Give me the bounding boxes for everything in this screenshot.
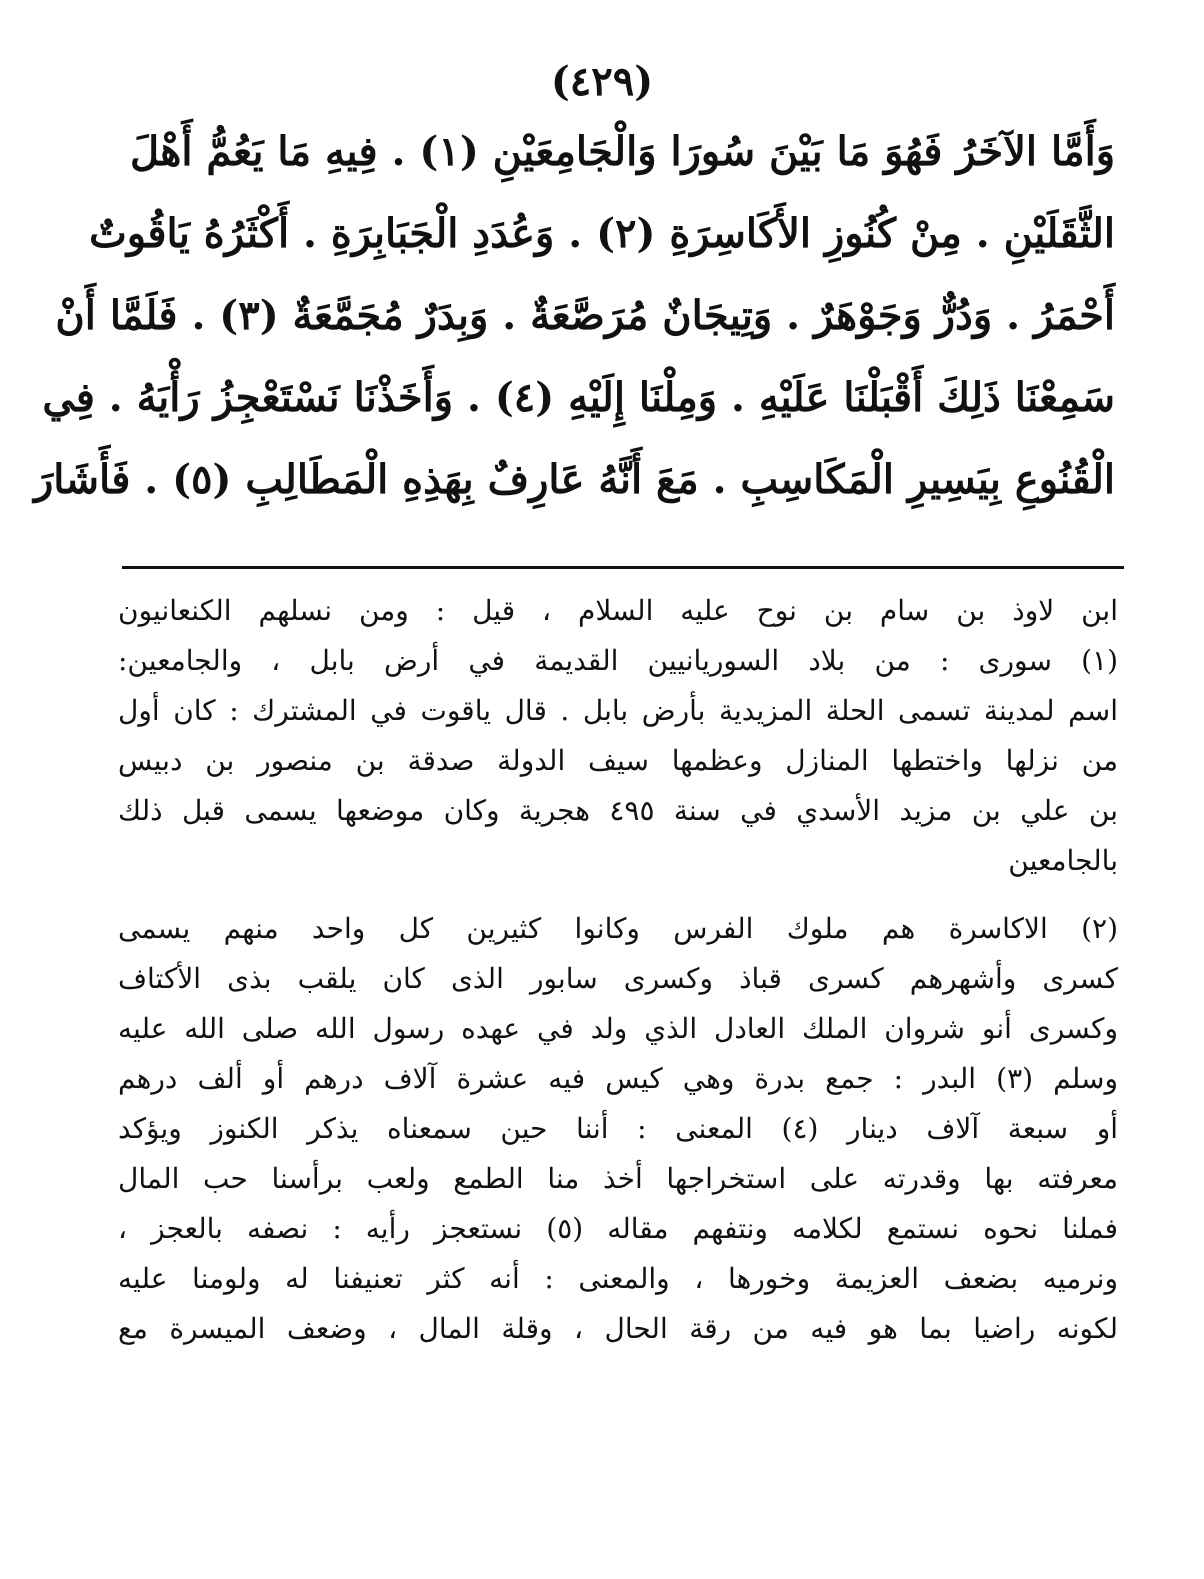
footnote-line: اسم لمدينة تسمى الحلة المزيدية بأرض بابل . قال ياقوت في المشترك : كان أول [118, 694, 1118, 727]
main-text-line: سَمِعْنَا ذَلِكَ أَقْبَلْنَا عَلَيْهِ . وَمِلْنَا إِلَيْهِ (٤) . وَأَخَذْنَا نَسْتَعْجِزُ رَأْيَهُ . فِي [42, 374, 1115, 421]
footnote-line: بالجامعين [1008, 844, 1118, 877]
footnote-line: (٢) الاكاسرة هم ملوك الفرس وكانوا كثيرين كل واحد منهم يسمى [118, 912, 1118, 945]
footnote-divider [122, 566, 1124, 569]
main-text-line: الْقُنُوعِ بِيَسِيرِ الْمَكَاسِبِ . مَعَ أَنَّهُ عَارِفٌ بِهَذِهِ الْمَطَالِبِ (٥) . فَأَشَارَ [33, 456, 1115, 503]
footnote-line: معرفته بها وقدرته على استخراجها أخذ منا الطمع ولعب برأسنا حب المال [118, 1162, 1118, 1195]
footnote-line: بن علي بن مزيد الأسدي في سنة ٤٩٥ هجرية وكان موضعها يسمى قبل ذلك [118, 794, 1118, 827]
main-text-block [33, 128, 1116, 538]
footnote-line: لكونه راضيا بما هو فيه من رقة الحال ، وقلة المال ، وضعف الميسرة مع [118, 1312, 1118, 1345]
footnote-line: ابن لاوذ بن سام بن نوح عليه السلام ، قيل : ومن نسلهم الكنعانيون [118, 594, 1118, 627]
footnote-line: من نزلها واختطها المنازل وعظمها سيف الدولة صدقة بن منصور بن دبيس [118, 744, 1118, 777]
footnote-line: كسرى وأشهرهم كسرى قباذ وكسرى سابور الذى كان يلقب بذى الأكتاف [118, 962, 1118, 995]
footnotes-section [118, 594, 1118, 1362]
main-text-line: وَأَمَّا الآخَرُ فَهُوَ مَا بَيْنَ سُورَا وَالْجَامِعَيْنِ (١) . فِيهِ مَا يَعُمُّ أَهْلَ [130, 128, 1116, 175]
footnote-line: وكسرى أنو شروان الملك العادل الذي ولد في عهده رسول الله صلى الله عليه [118, 1012, 1118, 1045]
page-number: (٤٢٩) [550, 58, 654, 105]
footnote-line: وسلم (٣) البدر : جمع بدرة وهي كيس فيه عشرة آلاف درهم أو ألف درهم [118, 1062, 1118, 1095]
footnote-line: ونرميه بضعف العزيمة وخورها ، والمعنى : أنه كثر تعنيفنا له ولومنا عليه [118, 1262, 1118, 1295]
footnote-line: أو سبعة آلاف دينار (٤) المعنى : أننا حين سمعناه يذكر الكنوز ويؤكد [118, 1112, 1119, 1145]
main-text-line: أَحْمَرُ . وَدُرٌّ وَجَوْهَرٌ . وَتِيجَانٌ مُرَصَّعَةٌ . وَبِدَرٌ مُجَمَّعَةٌ (٣) . فَلَمَّا أَنْ [55, 292, 1115, 339]
footnote-spacer [118, 894, 1118, 912]
footnote-line: فملنا نحوه نستمع لكلامه ونتفهم مقاله (٥) نستعجز رأيه : نصفه بالعجز ، [118, 1212, 1118, 1245]
main-text-line: الثَّقَلَيْنِ . مِنْ كُنُوزِ الأَكَاسِرَةِ (٢) . وَعُدَدِ الْجَبَابِرَةِ . أَكْثَرُهُ يَاقُوتٌ [89, 210, 1115, 257]
footnote-line: (١) سورى : من بلاد السوريانيين القديمة في أرض بابل ، والجامعين: [118, 644, 1118, 677]
